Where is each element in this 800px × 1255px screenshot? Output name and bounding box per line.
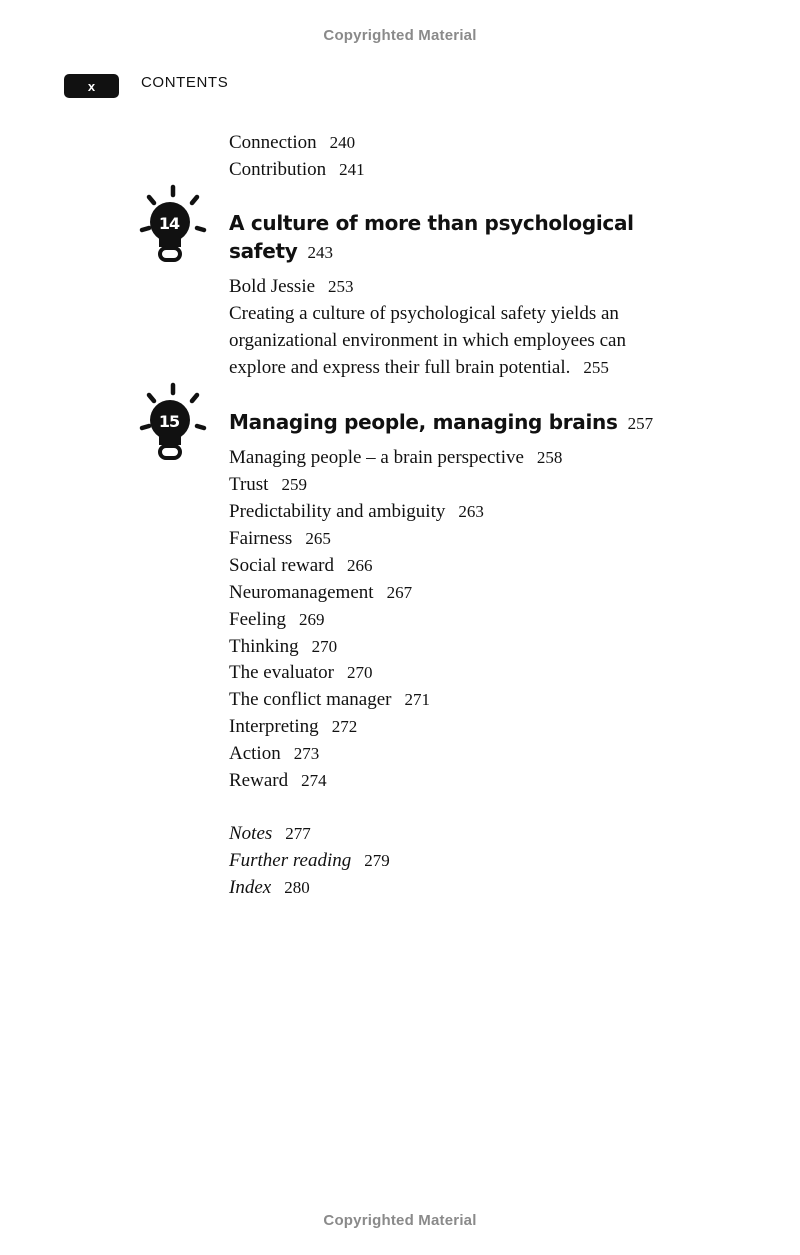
toc-summary-text: Creating a culture of psychological safety yields an (229, 303, 619, 324)
toc-summary-text: explore and express their full brain potential. (229, 357, 571, 378)
toc-entry-page: 267 (386, 583, 413, 602)
toc-summary-text: organizational environment in which employees can (229, 330, 626, 351)
toc-entry-page: 255 (583, 358, 609, 377)
toc-entry-page: 265 (305, 529, 331, 548)
toc-entry (229, 686, 430, 713)
toc-entry-title: Managing people – a brain perspective (229, 447, 524, 468)
toc-entry-title: Trust (229, 474, 269, 495)
copyright-footer: Copyrighted Material (323, 1212, 477, 1229)
running-head: CONTENTS (141, 74, 229, 91)
chapter-number: 14 (158, 214, 180, 233)
toc-entry (229, 606, 325, 633)
toc-entry-page: 270 (346, 663, 373, 682)
lightbulb-icon (138, 382, 208, 464)
toc-entry-page: 269 (299, 610, 325, 629)
toc-summary-line (229, 354, 609, 381)
chapter-number: 15 (158, 412, 180, 431)
toc-entry (229, 156, 365, 183)
toc-entry-page: 258 (536, 448, 563, 467)
toc-entry (229, 579, 412, 606)
toc-entry-page: 273 (293, 744, 320, 763)
toc-summary-line (229, 300, 619, 327)
toc-entry-title: Fairness (229, 528, 293, 549)
copyright-header: Copyrighted Material (323, 27, 477, 44)
toc-entry-title: Contribution (229, 159, 327, 180)
toc-entry-page: 274 (301, 771, 327, 790)
toc-entry (229, 471, 307, 498)
toc-entry-title: Interpreting (229, 716, 319, 737)
toc-back-matter-entry (229, 874, 310, 901)
chapter-page: 243 (307, 243, 333, 262)
toc-entry-title: Neuromanagement (229, 582, 374, 603)
toc-entry-page: 266 (346, 556, 373, 575)
toc-entry-page: 279 (364, 851, 390, 870)
toc-entry-page: 259 (281, 475, 307, 494)
toc-entry (229, 740, 319, 767)
toc-entry (229, 552, 372, 579)
toc-entry-title: Connection (229, 132, 317, 153)
toc-entry-page: 271 (404, 690, 430, 709)
chapter-page: 257 (627, 414, 654, 433)
toc-summary-line (229, 327, 626, 354)
toc-entry-title: Predictability and ambiguity (229, 501, 446, 522)
toc-back-matter-entry (229, 847, 390, 874)
toc-entry (229, 498, 484, 525)
toc-entry (229, 767, 327, 794)
toc-entry-title: Action (229, 743, 281, 764)
chapter-title (229, 408, 653, 438)
toc-entry-title: Further reading (229, 850, 352, 871)
toc-entry-page: 280 (284, 878, 310, 897)
chapter-title-line: safety (229, 239, 298, 263)
toc-entry-page: 241 (339, 160, 365, 179)
page-number-tab: x (64, 74, 119, 98)
toc-entry-title: Thinking (229, 636, 299, 657)
toc-entry (229, 713, 357, 740)
toc-entry-page: 240 (329, 133, 356, 152)
toc-entry-title: Reward (229, 770, 289, 791)
toc-entry (229, 633, 337, 660)
toc-entry-title: Social reward (229, 555, 334, 576)
chapter-title-line: A culture of more than psychological (229, 211, 634, 235)
toc-entry (229, 525, 331, 552)
toc-entry (229, 444, 562, 471)
toc-entry-title: Index (229, 877, 272, 898)
lightbulb-icon (138, 184, 208, 266)
toc-back-matter-entry (229, 820, 311, 847)
toc-entry (229, 659, 372, 686)
toc-entry (229, 273, 354, 300)
toc-entry-title: The conflict manager (229, 689, 392, 710)
toc-entry-title: The evaluator (229, 662, 334, 683)
toc-entry-page: 263 (458, 502, 484, 521)
toc-entry-page: 277 (285, 824, 311, 843)
toc-entry-title: Bold Jessie (229, 276, 316, 297)
toc-entry (229, 129, 355, 156)
chapter-title-continued (229, 237, 333, 267)
toc-entry-title: Notes (229, 823, 273, 844)
toc-entry-page: 272 (331, 717, 358, 736)
chapter-title (229, 209, 634, 237)
toc-entry-page: 253 (328, 277, 354, 296)
toc-entry-title: Feeling (229, 609, 286, 630)
chapter-title-line: Managing people, managing brains (229, 410, 618, 434)
toc-entry-page: 270 (311, 637, 338, 656)
